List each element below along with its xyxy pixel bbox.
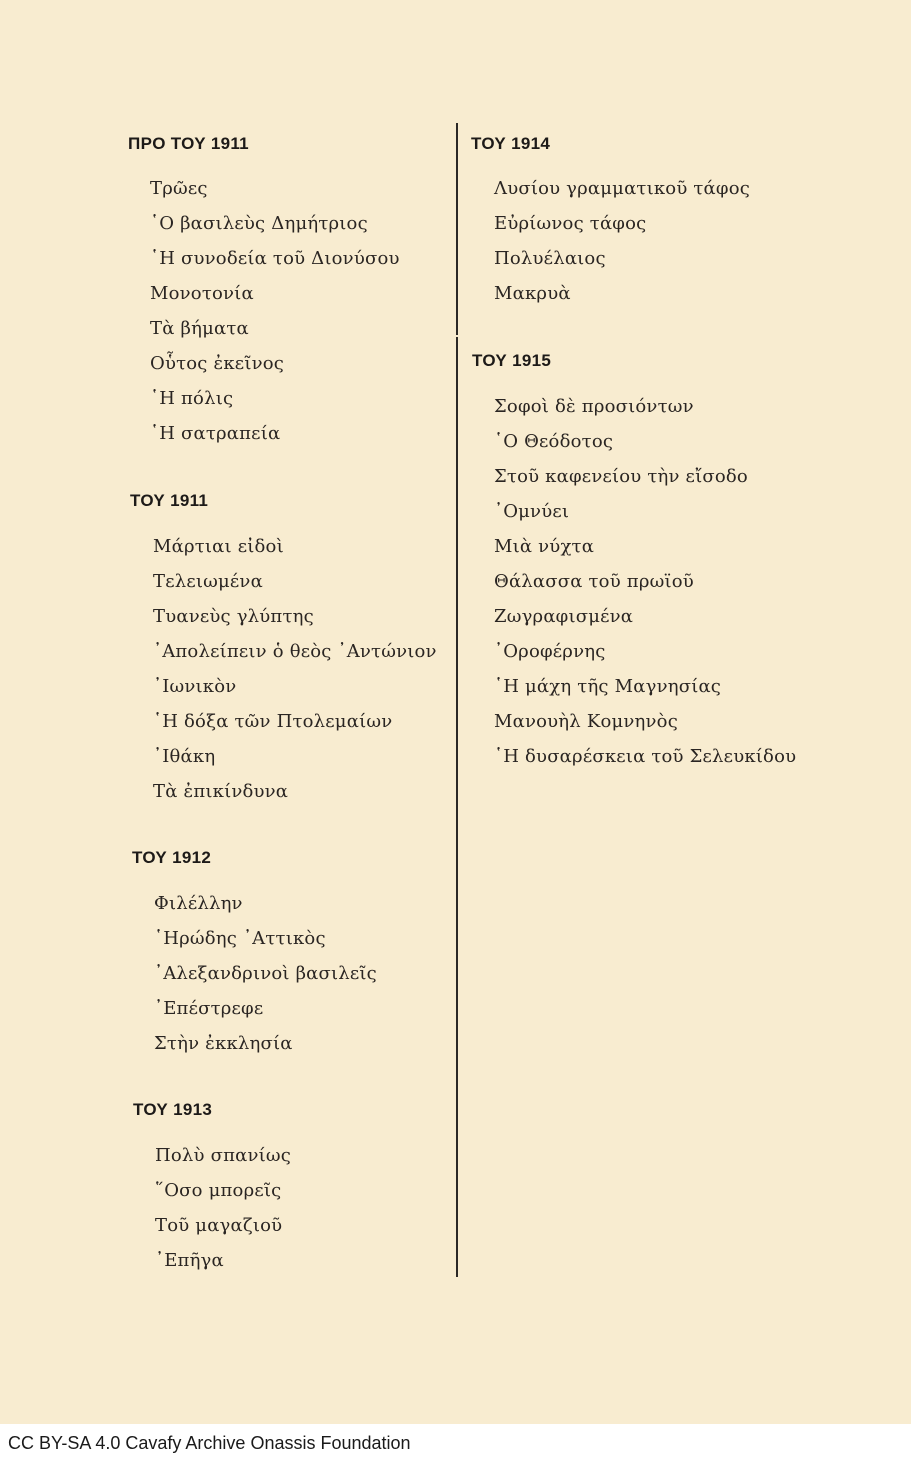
poem-title: Φιλέλλην [154, 893, 243, 914]
poem-title: Μανουὴλ Κομνηνὸς [494, 711, 678, 732]
poem-title: Τρῶες [150, 178, 208, 199]
poem-title: Θάλασσα τοῦ πρωϊοῦ [494, 571, 694, 592]
license-credit: CC BY-SA 4.0 Cavafy Archive Onassis Foundation [8, 1433, 411, 1453]
section-heading: ΤΟΥ 1913 [133, 1100, 213, 1119]
poem-title: ᾿Ιθάκη [153, 746, 216, 767]
poem-title: Στὴν ἐκκλησία [154, 1033, 293, 1054]
poem-title: ῾Η δόξα τῶν Πτολεμαίων [153, 711, 393, 732]
poem-title: ᾿Οροφέρνης [494, 641, 606, 662]
section-heading: ΤΟΥ 1915 [472, 351, 552, 370]
poem-list [494, 389, 796, 774]
poem-title: ῾Ο Θεόδοτος [494, 431, 614, 452]
poem-title: Λυσίου γραμματικοῦ τάφος [494, 178, 751, 199]
poem-title: Σοφοὶ δὲ προσιόντων [494, 396, 694, 417]
poem-list [155, 1138, 291, 1278]
poem-title: ᾿Ιωνικὸν [153, 676, 237, 697]
poem-title: Τὰ ἐπικίνδυνα [153, 781, 289, 802]
poem-title: ᾿Επῆγα [155, 1250, 224, 1271]
poem-list [153, 529, 437, 809]
section-heading: ΤΟΥ 1914 [471, 134, 551, 153]
section-heading: ΤΟΥ 1912 [132, 848, 212, 867]
section-heading: ΠΡΟ ΤΟΥ 1911 [128, 134, 249, 153]
poem-title: Ζωγραφισμένα [494, 606, 634, 627]
license-footer [0, 1424, 911, 1466]
poem-list [494, 171, 750, 311]
poem-list [150, 171, 400, 451]
poem-title: Μακρυὰ [494, 283, 571, 304]
poem-title: ᾿Ομνύει [494, 501, 570, 522]
poem-title: ῾Η δυσαρέσκεια τοῦ Σελευκίδου [494, 746, 797, 767]
poem-title: Εὐρίωνος τάφος [494, 213, 647, 234]
poem-title: Οὗτος ἐκεῖνος [150, 353, 285, 374]
poem-title: Τυανεὺς γλύπτης [153, 606, 314, 627]
section-1913 [133, 1100, 292, 1271]
poem-title: ῾Η μάχη τῆς Μαγνησίας [494, 676, 722, 697]
section-1911 [130, 491, 437, 802]
poem-title: Πολὺ σπανίως [155, 1145, 292, 1166]
poem-title: Τοῦ μαγαζιοῦ [155, 1215, 283, 1236]
poem-title: ᾿Απολείπειν ὁ θεὸς ᾿Αντώνιον [153, 641, 437, 662]
poem-title: ᾿Αλεξανδρινοὶ βασιλεῖς [154, 963, 377, 984]
poem-title: Μονοτονία [150, 283, 254, 304]
column-divider [456, 123, 458, 335]
poem-title: ῾Ηρώδης ᾿Αττικὸς [154, 928, 326, 949]
section-1914 [471, 134, 751, 304]
section-1915 [472, 351, 797, 767]
poem-title: ᾿Επέστρεφε [154, 998, 264, 1019]
poem-title: Πολυέλαιος [494, 248, 606, 269]
column-divider [456, 337, 458, 1277]
poem-title: Στοῦ καφενείου τὴν εἴσοδο [494, 466, 748, 487]
poem-title: Τελειωμένα [153, 571, 263, 592]
section-1912 [132, 848, 377, 1054]
poem-title: Τὰ βήματα [150, 318, 249, 339]
poem-title: ῾Η πόλις [150, 388, 234, 409]
poem-title: ῞Οσο μπορεῖς [155, 1180, 282, 1201]
poem-title: ῾Ο βασιλεὺς Δημήτριος [150, 213, 368, 234]
section-pre-1911 [128, 134, 400, 444]
poem-list [154, 886, 377, 1061]
poem-title: ῾Η σατραπεία [150, 423, 281, 444]
section-heading: ΤΟΥ 1911 [130, 491, 209, 510]
poem-title: Μιὰ νύχτα [494, 536, 595, 557]
poem-title: ῾Η συνοδεία τοῦ Διονύσου [150, 248, 400, 269]
poem-title: Μάρτιαι εἰδοὶ [153, 536, 284, 557]
